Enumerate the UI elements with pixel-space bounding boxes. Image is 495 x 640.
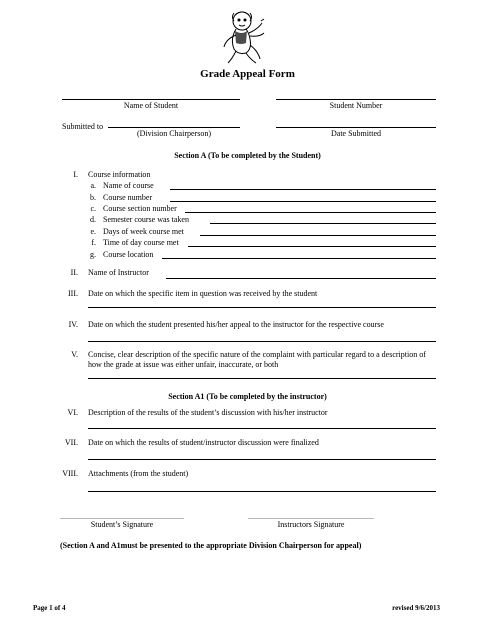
sub-item-label: Course number [103, 193, 153, 202]
student-name-label: Name of Student [123, 101, 179, 110]
course-number-line[interactable] [170, 201, 436, 202]
section-number-line[interactable] [185, 212, 436, 213]
form-title: Grade Appeal Form [200, 68, 295, 80]
student-number-label: Student Number [329, 101, 383, 110]
item-number: VI. [67, 408, 78, 417]
sub-item-letter: d. [90, 215, 96, 224]
item-label: Course information [88, 170, 151, 179]
item-label-continued: how the grade at issue was either unfair, inaccurate, or both [88, 360, 279, 369]
instructor-signature-label: Instructors Signature [277, 520, 345, 529]
finalized-date-line[interactable] [88, 459, 436, 460]
sub-item-label: Days of week course met [103, 227, 184, 236]
complaint-description-line[interactable] [88, 378, 436, 379]
item-label: Concise, clear description of the specific nature of the complaint with particular regard to a description of [88, 350, 426, 359]
student-signature-label: Student’s Signature [90, 520, 154, 529]
revision-date: revised 9/6/2013 [392, 604, 440, 612]
section-a-heading: Section A (To be completed by the Student) [174, 151, 321, 160]
sub-item-letter: a. [90, 181, 96, 190]
page-number: Page 1 of 4 [33, 604, 66, 612]
date-submitted-line[interactable] [276, 127, 436, 128]
item-number: V. [71, 350, 78, 359]
item-label: Date on which the student presented his/her appeal to the instructor for the respective course [88, 320, 384, 329]
submitted-to-label: Submitted to [62, 122, 104, 131]
item-label: Name of Instructor [88, 268, 149, 277]
sub-item-label: Course section number [103, 204, 177, 213]
item-number: IV. [68, 320, 78, 329]
sub-item-letter: f. [91, 238, 96, 247]
sub-item-letter: g. [90, 250, 96, 259]
attachments-line[interactable] [88, 491, 436, 492]
sub-item-letter: b. [90, 193, 96, 202]
instructor-signature-line[interactable] [248, 518, 374, 519]
item-number: II. [70, 268, 78, 277]
presented-date-line[interactable] [88, 341, 436, 342]
item-label: Description of the results of the student’s discussion with his/her instructor [88, 408, 328, 417]
sub-item-letter: e. [90, 227, 96, 236]
time-line[interactable] [188, 246, 436, 247]
section-a1-heading: Section A1 (To be completed by the instructor) [168, 392, 327, 401]
chairperson-line[interactable] [108, 127, 240, 128]
sub-item-letter: c. [90, 204, 96, 213]
item-number: I. [73, 170, 78, 179]
date-submitted-label: Date Submitted [331, 129, 381, 138]
appeal-notice: (Section A and A1must be presented to the appropriate Division Chairperson for appeal) [60, 541, 362, 550]
item-label: Date on which the specific item in question was received by the student [88, 289, 318, 298]
student-signature-line[interactable] [60, 518, 184, 519]
student-name-line[interactable] [62, 99, 240, 100]
lion-mascot-logo [216, 9, 270, 65]
location-line[interactable] [162, 258, 436, 259]
student-number-line[interactable] [276, 99, 436, 100]
sub-item-label: Name of course [103, 181, 154, 190]
sub-item-label: Time of day course met [103, 238, 179, 247]
sub-item-label: Course location [103, 250, 154, 259]
semester-line[interactable] [210, 223, 436, 224]
item-number: III. [68, 289, 78, 298]
sub-item-label: Semester course was taken [103, 215, 189, 224]
discussion-results-line[interactable] [88, 428, 436, 429]
course-name-line[interactable] [170, 189, 436, 190]
received-date-line[interactable] [88, 307, 436, 308]
item-number: VII. [64, 438, 78, 447]
item-number: VIII. [62, 469, 78, 478]
days-line[interactable] [200, 235, 436, 236]
item-label: Attachments (from the student) [88, 469, 189, 478]
instructor-name-line[interactable] [166, 278, 436, 279]
chairperson-label: (Division Chairperson) [137, 129, 211, 138]
item-label: Date on which the results of student/instructor discussion were finalized [88, 438, 319, 447]
